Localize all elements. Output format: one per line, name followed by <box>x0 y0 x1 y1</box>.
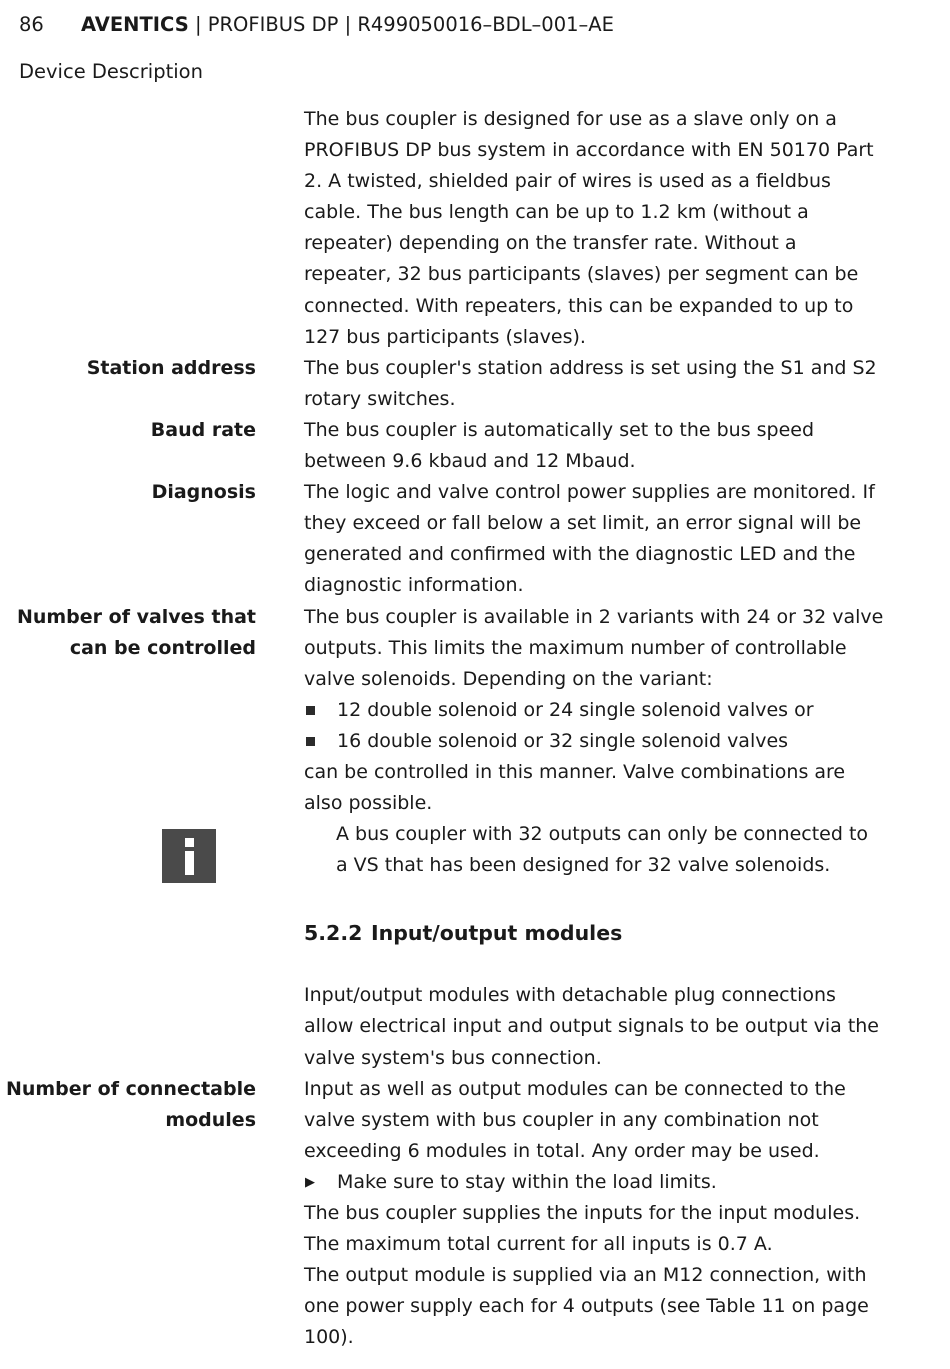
connectable-label-line2: modules <box>165 1108 256 1131</box>
station-address-label: Station address <box>86 356 256 379</box>
list-item-text: 12 double solenoid or 24 single solenoid valves or <box>337 698 814 721</box>
page-header <box>19 12 614 38</box>
connectable-text: Input as well as output modules can be connected to the valve system with bus coupler in any combination not exceeding 6 modules in total. Any order may be used. <box>304 1077 846 1162</box>
intro-paragraph: The bus coupler is designed for use as a slave only on a PROFIBUS DP bus system in accordance with EN 50170 Part 2. A twisted, shielded pair of wires is used as a fieldbus cable. The bus length can be up to 1.2 km (without a repeater) depending on the transfer rate. Without a repeater, 32 bus participants (slaves) per segment can be connected. With repeaters, this can be expanded to up to 127 bus participants (slaves). <box>304 108 874 348</box>
section-heading <box>304 918 884 949</box>
baud-rate-block <box>150 415 884 477</box>
valves-block <box>16 602 884 820</box>
info-icon <box>162 829 216 883</box>
baud-rate-text: The bus coupler is automatically set to the bus speed between 9.6 kbaud and 12 Mbaud. <box>304 418 815 473</box>
section-name: Device Description <box>19 60 203 83</box>
connectable-paragraph-2: The bus coupler supplies the inputs for the input modules. The maximum total current for all inputs is 0.7 A. <box>304 1202 861 1256</box>
diagnosis-text: The logic and valve control power supplies are monitored. If they exceed or fall below a set limit, an error signal will be generated and confirmed with the diagnostic LED and the diagnostic information. <box>304 481 875 597</box>
brand-name: AVENTICS <box>81 13 189 36</box>
valves-label-line1: Number of valves that <box>16 605 256 628</box>
square-bullet-icon <box>306 737 315 746</box>
connectable-label <box>0 1074 256 1136</box>
list-item-text: 16 double solenoid or 32 single solenoid valves <box>337 729 789 752</box>
note-text: A bus coupler with 32 outputs can only be connected to a VS that has been designed for 32 valve solenoids. <box>336 823 869 877</box>
arrow-right-icon: ▶ <box>305 1174 315 1190</box>
section-title: Input/output modules <box>371 921 623 946</box>
section-number: 5.2.2 <box>304 921 363 946</box>
baud-rate-label: Baud rate <box>150 418 256 441</box>
action-step <box>304 1167 884 1198</box>
action-step-text: Make sure to stay within the load limits. <box>337 1170 717 1193</box>
diagnosis-label: Diagnosis <box>151 481 256 504</box>
valves-after-text: can be controlled in this manner. Valve combinations are also possible. <box>304 760 846 815</box>
valves-label <box>0 602 256 664</box>
station-address-block <box>86 353 884 415</box>
list-item <box>304 726 884 757</box>
connectable-label-line1: Number of connectable <box>5 1077 256 1100</box>
page-number: 86 <box>19 13 44 36</box>
square-bullet-icon <box>306 706 315 715</box>
io-intro-paragraph: Input/output modules with detachable plug connections allow electrical input and output signals to be output via the valve system's bus connection. <box>304 984 880 1069</box>
list-item <box>304 695 884 726</box>
info-note <box>304 819 884 881</box>
station-address-text: The bus coupler's station address is set using the S1 and S2 rotary switches. <box>304 356 877 410</box>
diagnosis-block <box>151 477 884 601</box>
valves-text: The bus coupler is available in 2 variants with 24 or 32 valve outputs. This limits the maximum number of controllable valve solenoids. Depending on the variant: <box>304 605 884 690</box>
document-id: | PROFIBUS DP | R499050016–BDL–001–AE <box>188 13 614 36</box>
valves-label-line2: can be controlled <box>69 636 256 659</box>
connectable-paragraph-3: The output module is supplied via an M12 connection, with one power supply each for 4 outputs (see Table 11 on page 100). <box>304 1264 869 1349</box>
main-content <box>5 104 884 1353</box>
connectable-block <box>5 1074 884 1354</box>
